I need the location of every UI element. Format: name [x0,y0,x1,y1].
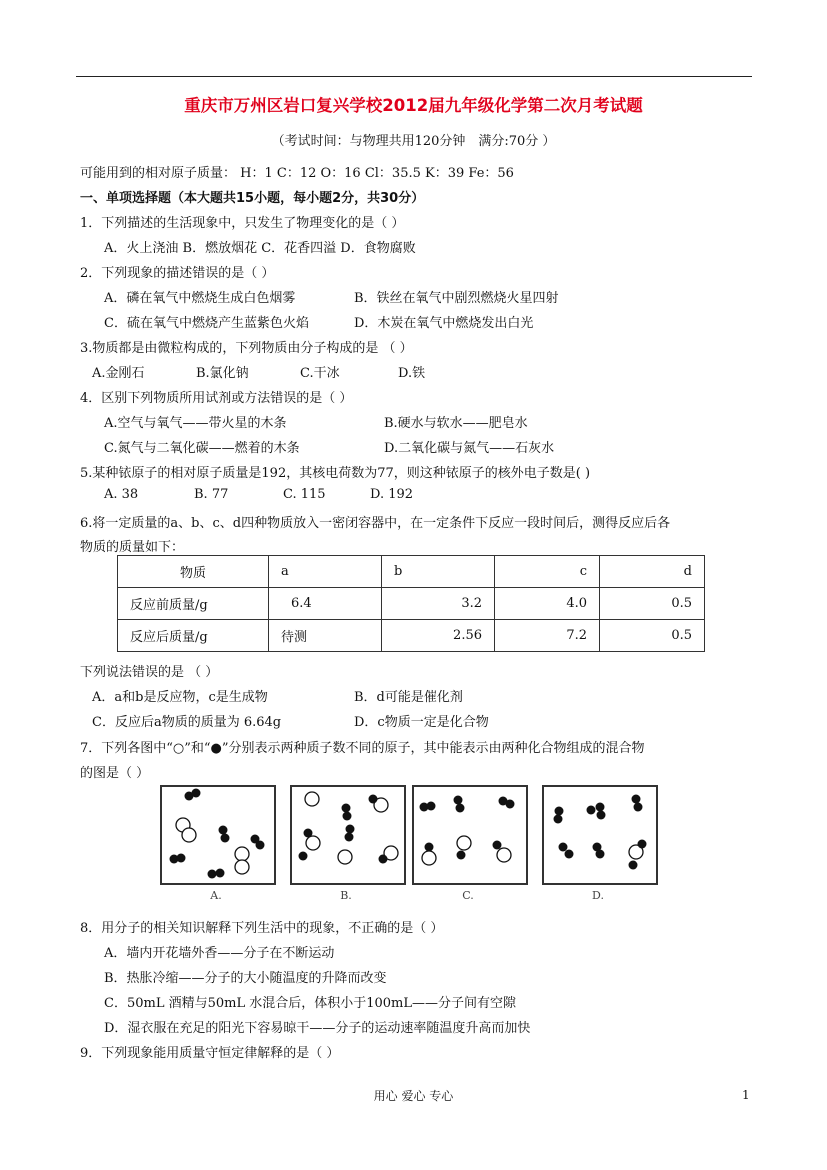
q6-stem-line2: 物质的质量如下： [80,540,185,555]
table-cell: 0.5 [600,620,705,652]
table-row [118,588,705,620]
exam-title: 重庆市万州区岩口复兴学校2012届九年级化学第二次月考试题 [184,96,643,115]
q3-option-b: B.氯化钠 [196,366,249,381]
q2-stem: 2．下列现象的描述错误的是（ ） [80,266,275,281]
q2-option-a: A．磷在氧气中燃烧生成白色烟雾 [104,291,296,306]
q9-stem: 9．下列现象能用质量守恒定律解释的是（ ） [80,1046,340,1061]
particle-diagrams [160,785,670,907]
diagram-b-label: B. [340,889,352,902]
atomic-masses: 可能用到的相对原子质量： H：1 C：12 O：16 Cl：35.5 K：39 Fe：56 [80,166,514,181]
q3-option-c: C.干冰 [300,366,340,381]
q8-option-d: D．湿衣服在充足的阳光下容易晾干——分子的运动速率随温度升高而加快 [104,1021,531,1036]
q8-option-a: A．墙内开花墙外香——分子在不断运动 [104,946,335,961]
table-cell: 2.56 [382,620,495,652]
q1-options: A．火上浇油 B．燃放烟花 C．花香四溢 D．食物腐败 [104,241,416,256]
q8-option-b: B．热胀冷缩——分子的大小随温度的升降而改变 [104,971,387,986]
diagram-b [290,785,406,885]
table-cell: 反应后质量/g [118,620,269,652]
table-row [118,620,705,652]
q5-option-b: B. 77 [194,487,229,502]
q7-stem-line2: 的图是（ ） [80,766,150,781]
table-cell: 待测 [269,620,382,652]
diagram-d [542,785,658,885]
table-cell: 6.4 [269,588,382,620]
table-cell: 物质 [118,556,269,588]
q4-option-b: B.硬水与软水——肥皂水 [384,416,528,431]
diagram-c-label: C. [462,889,474,902]
diagram-d-label: D. [592,889,604,902]
q8-stem: 8．用分子的相关知识解释下列生活中的现象，不正确的是（ ） [80,921,444,936]
header-rule [76,76,752,77]
table-cell: 3.2 [382,588,495,620]
diagram-c [412,785,528,885]
q6-option-b: B．d可能是催化剂 [354,690,463,705]
q6-option-c: C．反应后a物质的质量为 6.64g [92,715,282,730]
q2-option-d: D．木炭在氧气中燃烧发出白光 [354,316,534,331]
q2-option-c: C．硫在氧气中燃烧产生蓝紫色火焰 [104,316,309,331]
exam-subtitle: （考试时间：与物理共用120分钟 满分:70分 ） [271,134,556,149]
table-cell: 0.5 [600,588,705,620]
q2-option-b: B．铁丝在氧气中剧烈燃烧火星四射 [354,291,559,306]
q7-stem-line1: 7．下列各图中“○”和“●”分别表示两种质子数不同的原子，其中能表示由两种化合物组成的混合物 [80,741,645,756]
q5-stem: 5.某种铱原子的相对原子质量是192，其核电荷数为77，则这种铱原子的核外电子数是( ) [80,466,591,481]
q3-stem: 3.物质都是由微粒构成的，下列物质由分子构成的是 （ ） [80,341,413,356]
table-cell: b [382,556,495,588]
q3-option-d: D.铁 [398,366,426,381]
q6-option-a: A．a和b是反应物，c是生成物 [92,690,268,705]
table-cell: 7.2 [495,620,600,652]
q4-stem: 4．区别下列物质所用试剂或方法错误的是（ ） [80,391,353,406]
q4-option-d: D.二氧化碳与氮气——石灰水 [384,441,555,456]
q6-stem-line1: 6.将一定质量的a、b、c、d四种物质放入一密闭容器中，在一定条件下反应一段时间后，测得反应后各 [80,516,671,531]
diagram-a [160,785,276,885]
q5-option-a: A. 38 [104,487,139,502]
q3-option-a: A.金刚石 [92,366,145,381]
q5-option-c: C. 115 [283,487,326,502]
q1-stem: 1．下列描述的生活现象中，只发生了物理变化的是（ ） [80,216,405,231]
page-number: 1 [742,1088,750,1102]
q6-question: 下列说法错误的是 （ ） [80,665,219,680]
table-cell: a [269,556,382,588]
mass-table [117,555,705,652]
q8-option-c: C．50mL 酒精与50mL 水混合后，体积小于100mL——分子间有空隙 [104,996,516,1011]
table-cell: c [495,556,600,588]
q4-option-a: A.空气与氧气——带火星的木条 [104,416,287,431]
section-heading: 一、单项选择题（本大题共15小题，每小题2分，共30分） [80,191,425,206]
table-cell: d [600,556,705,588]
table-cell: 4.0 [495,588,600,620]
q6-option-d: D．c物质一定是化合物 [354,715,489,730]
diagram-a-label: A. [210,889,222,902]
table-cell: 反应前质量/g [118,588,269,620]
table-header-row [118,556,705,588]
q5-option-d: D. 192 [370,487,414,502]
q4-option-c: C.氮气与二氧化碳——燃着的木条 [104,441,300,456]
footer-motto: 用心 爱心 专心 [373,1089,454,1103]
